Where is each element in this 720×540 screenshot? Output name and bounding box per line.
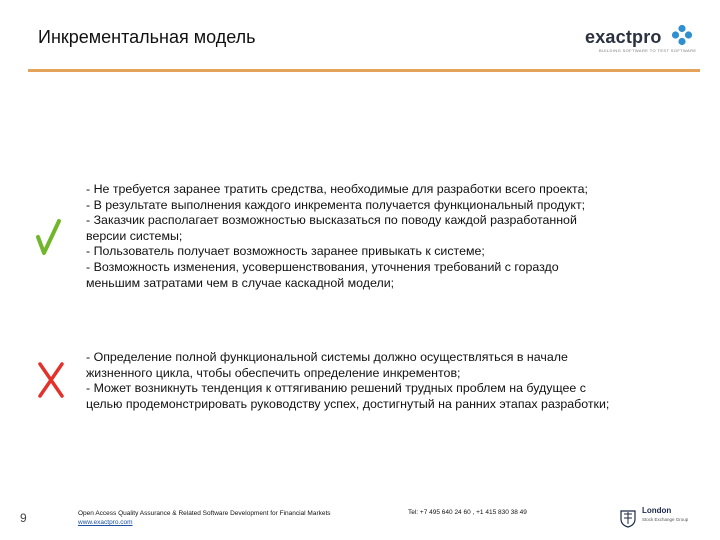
exactpro-mark-icon	[671, 24, 693, 46]
disadvantage-line: целью продемонстрировать руководству успех, достигнутый на ранних этапах разработки;	[86, 396, 610, 411]
lse-city: London	[642, 506, 672, 515]
page-number: 9	[20, 511, 27, 525]
lse-name: Stock Exchange Group	[642, 517, 689, 522]
footer-phones: Tel: +7 495 640 24 60 , +1 415 830 38 49	[408, 509, 527, 516]
crest-icon	[618, 508, 638, 528]
logo-tagline: BUILDING SOFTWARE TO TEST SOFTWARE	[599, 48, 697, 53]
footer-website-link[interactable]: www.exactpro.com	[78, 519, 133, 526]
page-title: Инкрементальная модель	[38, 27, 256, 47]
advantage-line: меньшим затратами чем в случае каскадной модели;	[86, 275, 395, 290]
cross-icon	[36, 360, 66, 400]
disadvantage-line: - Определение полной функциональной системы должно осуществляться в начале	[86, 350, 568, 364]
advantage-line: версии системы;	[86, 228, 183, 243]
lse-logo	[618, 506, 704, 532]
advantage-line: - Не требуется заранее тратить средства, необходимые для разработки всего проекта;	[86, 182, 588, 196]
advantage-line: - Заказчик располагает возможностью высказаться по поводу каждой разработанной	[86, 213, 577, 228]
logo-wordmark: exactpro	[585, 27, 662, 47]
advantage-line: - В результате выполнения каждого инкремента получается функциональный продукт;	[86, 197, 586, 212]
disadvantage-line: - Может возникнуть тенденция к оттягиванию решений трудных проблем на будущее с	[86, 381, 586, 396]
advantages-list	[86, 182, 686, 291]
disadvantages-list	[86, 350, 686, 412]
advantage-line: - Возможность изменения, усовершенствования, уточнения требований с гораздо	[86, 259, 559, 274]
footer-description: Open Access Quality Assurance & Related Software Development for Financial Markets	[78, 510, 331, 517]
exactpro-logo	[585, 22, 695, 58]
check-icon	[34, 218, 64, 258]
header-divider	[28, 69, 700, 72]
disadvantage-line: жизненного цикла, чтобы обеспечить определение инкрементов;	[86, 365, 461, 380]
advantage-line: - Пользователь получает возможность заранее привыкать к системе;	[86, 244, 485, 259]
footer-info	[78, 509, 331, 527]
